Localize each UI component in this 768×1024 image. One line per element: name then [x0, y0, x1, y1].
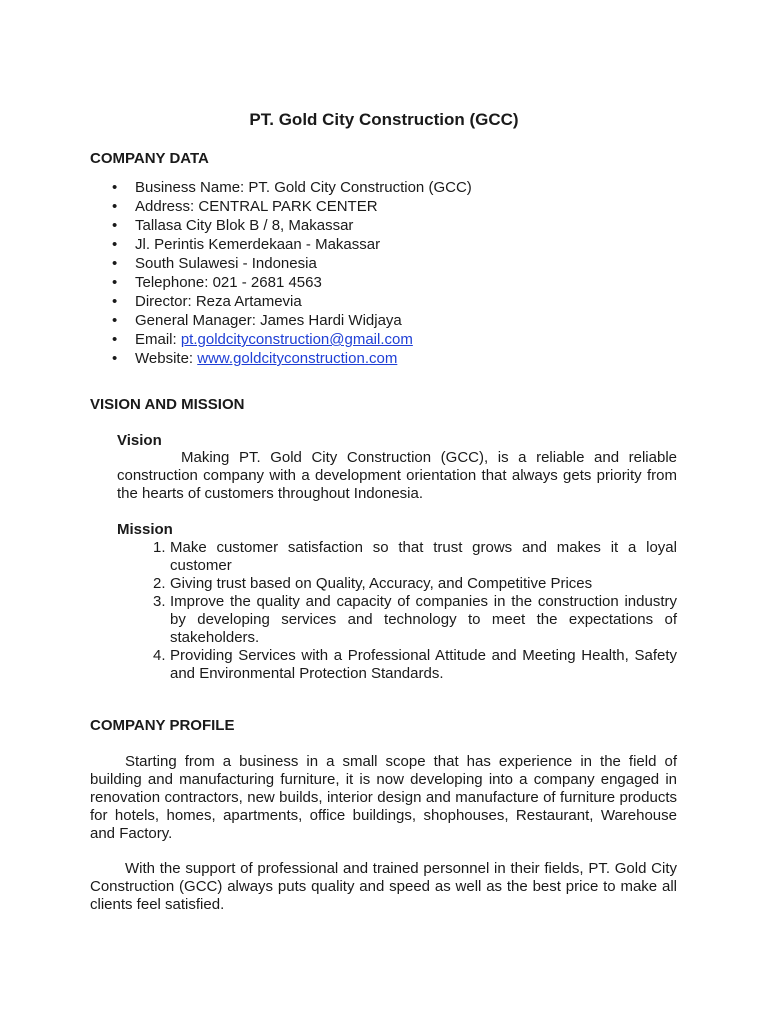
list-item: [112, 254, 472, 273]
vision-text: Making PT. Gold City Construction (GCC), is a reliable and reliable construction company with a development orientation that always gets priority from the hearts of customers throughout Indonesia.: [117, 449, 677, 502]
list-item-website: [112, 349, 472, 368]
list-item: [112, 235, 472, 254]
list-item-email: [112, 330, 472, 349]
profile-paragraph-1: Starting from a business in a small scope that has experience in the field of building and manufacturing furniture, it is now developing into a company engaged in renovation contractors, new builds, interior design and manufacture of furniture products for hotels, homes, apartments, office buildings, shophouses, Restaurant, Warehouse and Factory.: [90, 753, 677, 842]
mission-item-text: Improve the quality and capacity of companies in the construction industry by developing services and technology to meet the expectations of stakeholders.: [170, 593, 677, 646]
mission-heading: Mission: [117, 521, 173, 538]
mission-item-text: Make customer satisfaction so that trust grows and makes it a loyal customer: [170, 539, 677, 574]
list-item-text: General Manager: James Hardi Widjaya: [135, 312, 402, 329]
website-link[interactable]: www.goldcityconstruction.com: [197, 350, 398, 367]
email-label: Email:: [135, 331, 181, 348]
list-item: [112, 311, 472, 330]
mission-item: [147, 647, 677, 683]
mission-item: [147, 575, 677, 593]
list-item: [112, 178, 472, 197]
list-item-text: South Sulawesi - Indonesia: [135, 255, 317, 272]
mission-list: [147, 539, 677, 683]
list-item-text: Tallasa City Blok B / 8, Makassar: [135, 217, 354, 234]
company-profile-heading: COMPANY PROFILE: [90, 717, 235, 734]
mission-item-number: 2.: [153, 575, 166, 592]
list-item-text: Telephone: 021 - 2681 4563: [135, 274, 322, 291]
list-item: [112, 216, 472, 235]
vision-heading: Vision: [117, 432, 162, 449]
list-item: [112, 273, 472, 292]
list-item-text: Jl. Perintis Kemerdekaan - Makassar: [135, 236, 381, 253]
list-item-text: Address: CENTRAL PARK CENTER: [135, 198, 378, 215]
website-label: Website:: [135, 350, 198, 367]
vision-mission-heading: VISION AND MISSION: [90, 396, 245, 413]
mission-item-number: 1.: [153, 539, 166, 556]
mission-item-number: 4.: [153, 647, 166, 664]
mission-item-number: 3.: [153, 593, 166, 610]
list-item-text: Business Name: PT. Gold City Construction (GCC): [135, 179, 472, 196]
list-item-text: Director: Reza Artamevia: [135, 293, 302, 310]
company-data-heading: COMPANY DATA: [90, 150, 209, 167]
document-title: PT. Gold City Construction (GCC): [249, 110, 519, 129]
profile-paragraph-2: With the support of professional and trained personnel in their fields, PT. Gold City Construction (GCC) always puts quality and speed as well as the best price to make all clients feel satisfied.: [90, 860, 677, 913]
list-item: [112, 292, 472, 311]
mission-item: [147, 539, 677, 575]
list-item: [112, 197, 472, 216]
mission-item-text: Giving trust based on Quality, Accuracy, and Competitive Prices: [170, 575, 593, 592]
company-data-list: [112, 178, 472, 368]
email-link[interactable]: pt.goldcityconstruction@gmail.com: [180, 331, 413, 348]
mission-item: [147, 593, 677, 647]
mission-item-text: Providing Services with a Professional Attitude and Meeting Health, Safety and Environmental Protection Standards.: [170, 647, 677, 682]
